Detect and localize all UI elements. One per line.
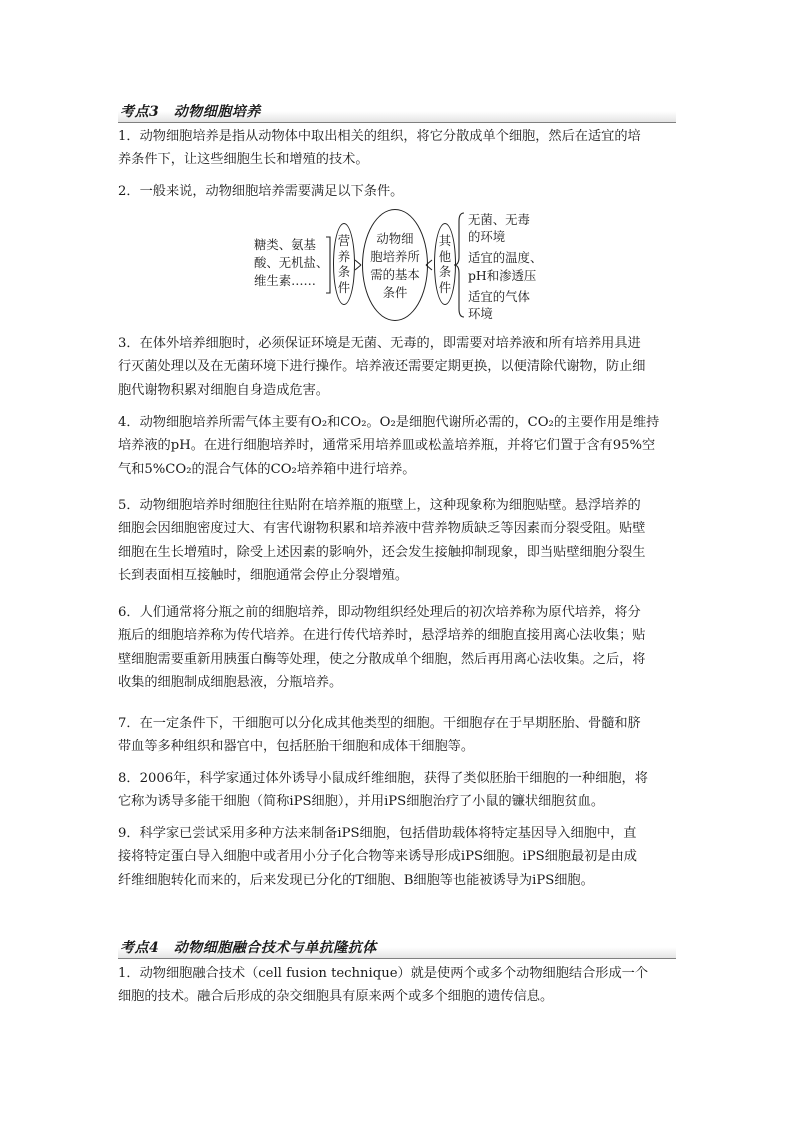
paragraph-4 [118,411,678,481]
text-line: 细胞的技术。融合后形成的杂交细胞具有原来两个或多个细胞的遗传信息。 [118,989,554,1005]
section-title-4: 考点4 动物细胞融合技术与单抗隆抗体 [120,940,377,956]
center-line: 需的基本 [370,267,420,282]
text-line: 接将特定蛋白导入细胞中或者用小分子化合物等来诱导形成iPS细胞。iPS细胞最初是由成 [118,849,637,865]
paragraph-7 [118,712,678,759]
text-line: 细胞在生长增殖时，除受上述因素的影响外，还会发生接触抑制现象，即当贴壁细胞分裂生 [118,544,646,560]
text-line: 培养液的pH。在进行细胞培养时，通常采用培养皿或松盖培养瓶，并将它们置于含有95%空 [118,438,656,454]
text-line: 2．一般来说，动物细胞培养需要满足以下条件。 [118,184,404,199]
text-line: 带血等多种组织和器官中，包括胚胎干细胞和成体干细胞等。 [118,739,475,755]
text-line: 长到表面相互接触时，细胞通常会停止分裂增殖。 [118,568,409,584]
right-item-line: 的环境 [468,229,506,244]
other-label: 其 他 条 件 [438,233,452,295]
text-line: 6．人们通常将分瓶之前的细胞培养，即动物组织经处理后的初次培养称为原代培养，将分 [118,605,641,620]
text-line: 4．动物细胞培养所需气体主要有O₂和CO₂。O₂是细胞代谢所必需的，CO₂的主要作用是维持 [118,415,660,430]
text-line: 行灭菌处理以及在无菌环境下进行操作。培养液还需要定期更换，以便清除代谢物，防止细 [118,359,646,375]
nutrient-line: 酸、无机盐、 [254,255,329,270]
paragraph-s4-1 [118,962,678,1009]
text-line: 1．动物细胞培养是指从动物体中取出相关的组织，将它分散成单个细胞，然后在适宜的培 [118,129,641,144]
section-title-3: 考点3 动物细胞培养 [120,104,261,120]
text-line: 气和5%CO₂的混合气体的CO₂培养箱中进行培养。 [118,461,416,477]
text-line: 8．2006年，科学家通过体外诱导小鼠成纤维细胞，获得了类似胚胎干细胞的一种细胞，将 [118,771,648,786]
right-item-line: 环境 [468,306,493,321]
text-line: 养条件下，让这些细胞生长和增殖的技术。 [118,152,369,168]
section-header-4 [118,934,676,959]
text-line: 1．动物细胞融合技术（cell fusion technique）就是使两个或多个动物细胞结合形成一个 [118,966,649,981]
right-item-line: pH和渗透压 [468,268,537,283]
text-line: 壁细胞需要重新用胰蛋白酶等处理，使之分散成单个细胞，然后再用离心法收集。之后，将 [118,651,646,667]
center-line: 动物细 [376,231,414,246]
nutrient-line: 维生素…… [254,273,316,288]
text-line: 细胞会因细胞密度过大、有害代谢物积累和培养液中营养物质缺乏等因素而分裂受阻。贴壁 [118,521,646,537]
right-item-line [468,211,530,229]
section-header-3 [118,98,676,123]
text-line: 它称为诱导多能干细胞（简称iPS细胞），并用iPS细胞治疗了小鼠的镰状细胞贫血。 [118,794,605,810]
right-item-line: 适宜的气体 [468,289,530,304]
paragraph-1 [118,125,678,172]
paragraph-5 [118,494,678,588]
right-item-text: 无菌、无毒 [468,212,530,227]
right-item-line: 适宜的温度、 [468,250,543,265]
paragraph-6 [118,601,678,695]
center-line: 胞培养所 [370,249,420,264]
text-line: 7．在一定条件下，干细胞可以分化成其他类型的细胞。干细胞存在于早期胚胎、骨髓和脐 [118,716,641,731]
paragraph-8 [118,767,678,814]
text-line: 5．动物细胞培养时细胞往往贴附在培养瓶的瓶壁上，这种现象称为细胞贴壁。悬浮培养的 [118,498,641,513]
culture-conditions-diagram [250,209,570,321]
nutrition-label: 营 养 条 件 [337,233,351,295]
left-bracket [326,237,330,293]
paragraph-3 [118,332,678,402]
text-line: 胞代谢物积累对细胞自身造成危害。 [118,382,329,398]
arrow-left [355,260,361,270]
text-line: 纤维细胞转化而来的，后来发现已分化的T细胞、B细胞等也能被诱导为iPS细胞。 [118,872,594,888]
text-line: 收集的细胞制成细胞悬液，分瓶培养。 [118,675,343,691]
text-line: 瓶后的细胞培养称为传代培养。在进行传代培养时，悬浮培养的细胞直接用离心法收集；贴 [118,628,646,644]
center-line: 条件 [382,285,408,300]
nutrient-line: 糖类、氨基 [254,237,316,252]
text-line: 3．在体外培养细胞时，必须保证环境是无菌、无毒的，即需要对培养液和所有培养用具进 [118,336,641,351]
paragraph-2 [118,180,678,203]
paragraph-9 [118,822,678,892]
text-line: 9．科学家已尝试采用多种方法来制备iPS细胞，包括借助载体将特定基因导入细胞中，直 [118,826,637,841]
